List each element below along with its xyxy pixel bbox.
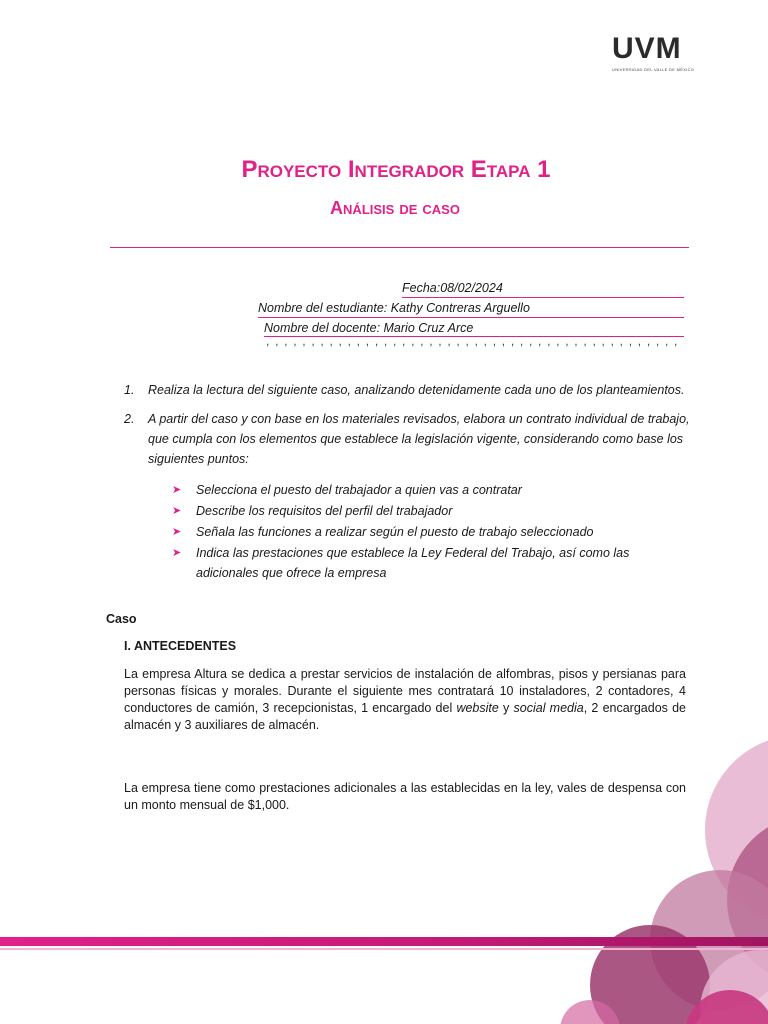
footer-band [0, 937, 768, 946]
bullet-text: Indica las prestaciones que establece la Ley Federal del Trabajo, así como las adicionales que ofrece la empresa [196, 546, 630, 580]
section-heading: I. ANTECEDENTES [124, 639, 237, 653]
list-number: 1. [124, 383, 135, 397]
paragraph-text: y [498, 701, 514, 715]
paragraph-text: La empresa Altura se dedica a prestar servicios de instalación de alfombras, pisos y persianas para personas físicas y morales. Durante el siguiente mes contratará 10 instaladores, 2 contadores, 4 conductores de camión, 3 recepcionistas, 1 encargado del [124, 667, 686, 715]
logo-subtitle: UNIVERSIDAD DEL VALLE DE MÉXICO [612, 67, 695, 72]
list-number: 2. [124, 412, 135, 426]
student-name: Nombre del estudiante: Kathy Contreras Arguello [258, 301, 530, 315]
paragraph-text: , 2 encargados de almacén y 3 auxiliares de almacén. [124, 701, 687, 732]
arrow-bullet-icon: ➤ [172, 526, 182, 538]
footer-band-light [0, 948, 768, 950]
teacher-name: Nombre del docente: Mario Cruz Arce [264, 321, 474, 335]
arrow-bullet-icon: ➤ [172, 505, 182, 517]
arrow-bullet-icon: ➤ [172, 547, 182, 559]
arrow-bullet-icon: ➤ [172, 484, 182, 496]
paragraph-italic: social media [513, 701, 584, 715]
bullet-text: Selecciona el puesto del trabajador a quien vas a contratar [196, 483, 522, 497]
date-field: Fecha:08/02/2024 [402, 281, 503, 295]
dotted-line: , , , , , , , , , , , , , , , , , , , , , , , , , , , , , , , , , , , , , , , , , , , , , , [266, 334, 679, 348]
list-text: A partir del caso y con base en los materiales revisados, elabora un contrato individual de trabajo, que cumpla con los elementos que establece la legislación vigente, considerando como base los siguientes puntos: [148, 412, 690, 466]
list-text: Realiza la lectura del siguiente caso, analizando detenidamente cada uno de los planteamientos. [148, 383, 685, 397]
case-paragraph-2: La empresa tiene como prestaciones adicionales a las establecidas en la ley, vales de despensa con un monto mensual de $1,000. [124, 781, 686, 812]
logo-wordmark: UVM [612, 32, 682, 65]
paragraph-italic: website [456, 701, 499, 715]
bullet-text: Describe los requisitos del perfil del trabajador [196, 504, 453, 518]
bullet-text: Señala las funciones a realizar según el puesto de trabajo seleccionado [196, 525, 594, 539]
page-subtitle: Análisis de caso [330, 198, 460, 218]
page-title: Proyecto Integrador Etapa 1 [241, 156, 551, 183]
case-heading: Caso [106, 612, 137, 626]
